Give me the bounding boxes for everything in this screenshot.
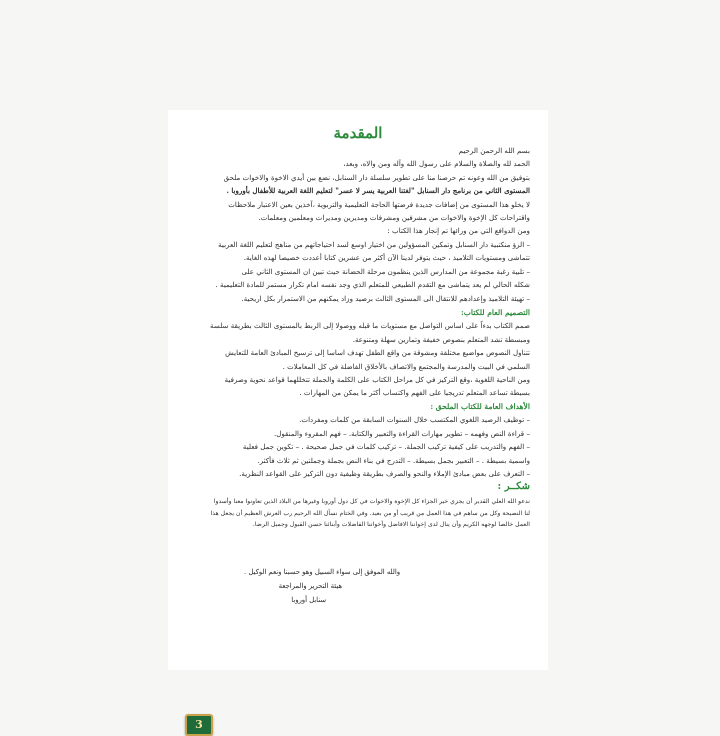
intro-line: لا يخلو هذا المستوى من إضافات جديدة فرضتها الحاجة التعليمية والتربوية ،آخذين بعين الاعتبار ملاحظات [228,199,530,209]
thanks-section [180,480,530,493]
intro-section [180,144,530,238]
thanks-body [180,496,530,531]
goal-line: – التعرف على بعض مبادئ الإملاء والنحو والصرف بطريقة وظيفية دون التركيز على القواعد النظرية. [239,468,530,478]
design-line: ومبسطة تشد المتعلم بنصوص خفيفة وتمارين سهلة ومتنوعة. [352,334,530,344]
closing-line: والله الموفق إلى سواء السبيل وهو حسبنا ونعم الوكيل . [244,568,400,576]
goal-line: – الفهم والتدريب على كيفية تركيب الجملة. – تركيب كلمات في جمل صحيحة . – تكوين جمل فعلية [242,442,530,452]
signature-org: سنابل أوروبا [291,596,326,604]
intro-line: واقتراحات كل الإخوة والاخوات من مشرفين ومشرفات ومديرين ومديرات ومعلمين ومعلمات. [258,212,530,222]
motive-line: – تهيئة التلاميذ وإعدادهم للانتقال الى المستوى الثالث برصيد وزاد يمكنهم من الاستمرار بكل اريحية. [241,293,530,303]
design-line: بسيطة تساعد المتعلم تدريجيا على الفهم واكتساب أكثر ما يمكن من المهارات . [299,388,530,398]
intro-line: المستوى الثاني من برنامج دار السنابل "لغتنا العربية يسر لا عسر" لتعليم اللغة العربية للأطفال بأوروبا . [226,186,530,196]
thanks-line: العمل خالصا لوجهه الكريم وأن ينال لدى إخواننا الافاضل وأخواتنا الفاضلات وأبنائنا حسن القبول وجميل الرضا. [252,521,530,529]
document-page [168,110,548,731]
goals-section [180,400,530,480]
design-line: ومن الناحية اللغوية ،وقع التركيز في كل مراحل الكتاب على الكلمة والجملة تتخللهما قواعد نحوية وصرفية [224,374,530,384]
thanks-line: ندعو الله العلي القدير أن يجزي خير الجزاء كل الإخوة والاخوات في كل دول أوروبا وغيرها من البلاد الذين تعاونوا معنا وأسدوا [213,498,530,505]
thanks-line: لنا النصيحة وكل من ساهم في هذا العمل من قريب أو من بعيد. وفي الختام نسأل الله الرحيم رب العرش العظيم أن يجعل هذا [210,509,530,517]
design-section [180,306,530,400]
thanks-heading: شكــر : [497,481,530,492]
signature-editorial: هيئة التحرير والمراجعة [278,582,342,590]
basmala: بسم الله الرحمن الرحيم [458,146,530,155]
motive-line: شكله الحالي لم يعد يتماشى مع التقدم الطبيعي للمتعلم الذي وجد نفسه امام تكرار مستمر للمادة التعليمية . [215,280,530,290]
motive-line: – الرؤ منكتبية دار السنابل وتمكين المسؤولين من اختيار اوسع لسد احتياجاتهم من مناهج لتعليم اللغة العربية [218,240,530,249]
design-line: صمم الكتاب بدءاً على اساس التواصل مع مستويات ما قبله ووصولا إلى الربط بالمستوى الثالث بطريقة سلسة [210,321,530,331]
motive-line: – تلبية رغبة مجموعة من المدارس الذين ينظمون مرحلة الحضانة حيث تبين ان المستوى الثاني على [241,266,530,276]
page-number-badge: 3 [185,714,213,736]
intro-line: بتوفيق من الله وعونه تم حرصنا منا على تطوير سلسلة دار السنابل، نضع بين أيدي الاخوة والاخوات ملحق [223,172,530,182]
page-title: المقدمة [333,124,383,142]
goal-line: – توظيف الرصيد اللغوي المكتسب خلال السنوات السابقة من كلمات ومفردات. [299,415,530,425]
design-heading: التصميم العام للكتاب: [460,308,530,317]
goal-line: – قراءة النص وفهمه – تطوير مهارات القراءة والتعبير والكتابة. – فهم المقروء والمنقول. [273,428,530,438]
goal-line: واسمية بسيطة . – التعبير بجمل بسيطة. – التدرج في بناء النص بجملة وجملتين ثم ثلاث فأكثر. [257,455,530,465]
goals-heading: الأهداف العامة للكتاب الملحق : [430,402,530,411]
motive-line: تتماشى ومستويات التلاميذ ، حيث يتوفر لدينا الآن أكثر من عشرين كتابا أعددت خصيصا لهذه الغاية. [243,253,530,263]
intro-line: الحمد لله والصلاة والسلام على رسول الله وآله ومن والاه، وبعد، [343,159,530,169]
motives-section [180,238,530,305]
design-line: السلمي في البيت والمدرسة والمجتمع والاتصاف بالأخلاق الفاضلة في كل المعاملات . [282,361,530,371]
intro-line: ومن الدوافع التي من ورائها تم إنجاز هذا الكتاب : [387,226,530,236]
design-line: تتناول النصوص مواضيع مختلفة ومشوقة من واقع الطفل تهدف اساسا إلى ترسيخ المبادئ العامة للتعايش [225,348,530,358]
